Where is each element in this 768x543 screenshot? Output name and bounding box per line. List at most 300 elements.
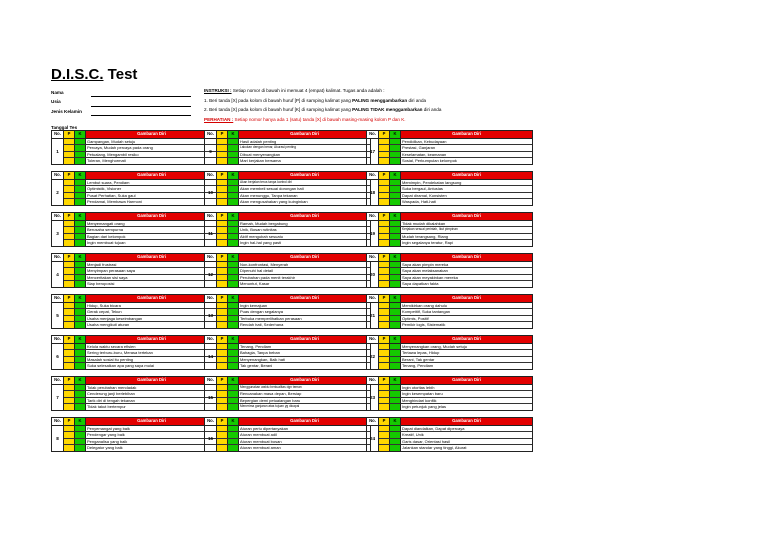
p-checkbox[interactable] <box>217 234 228 240</box>
k-checkbox[interactable] <box>228 262 239 268</box>
group-body <box>367 302 532 328</box>
title-main: D.I.S.C. <box>51 66 104 83</box>
p-checkbox[interactable] <box>379 363 390 369</box>
p-checkbox[interactable] <box>217 316 228 322</box>
p-checkbox[interactable] <box>64 363 75 369</box>
p-checkbox[interactable] <box>217 240 228 246</box>
p-checkbox[interactable] <box>217 303 228 309</box>
p-checkbox[interactable] <box>379 199 390 205</box>
p-checkbox[interactable] <box>379 303 390 309</box>
statement-text: Memikirkan orang dahulu <box>402 302 447 308</box>
group-header <box>52 213 217 220</box>
p-checkbox[interactable] <box>217 357 228 363</box>
k-checkbox[interactable] <box>228 357 239 363</box>
p-checkbox[interactable] <box>217 426 228 432</box>
group-header <box>205 213 370 220</box>
k-checkbox[interactable] <box>390 152 401 158</box>
p-checkbox[interactable] <box>64 158 75 164</box>
p-checkbox[interactable] <box>379 391 390 397</box>
p-checkbox[interactable] <box>217 158 228 164</box>
k-checkbox[interactable] <box>75 275 86 281</box>
statement-text: Akan membeli sesuai dorongan hati <box>240 186 304 192</box>
k-checkbox[interactable] <box>390 344 401 350</box>
k-checkbox[interactable] <box>390 385 401 391</box>
k-checkbox[interactable] <box>228 227 239 233</box>
k-checkbox[interactable] <box>228 426 239 432</box>
p-checkbox[interactable] <box>217 439 228 445</box>
k-checkbox[interactable] <box>228 139 239 145</box>
group-body <box>205 220 370 246</box>
group-rows <box>64 385 217 410</box>
header-k: K <box>228 418 239 425</box>
k-checkbox[interactable] <box>390 199 401 205</box>
p-checkbox[interactable] <box>379 385 390 391</box>
statement-text: Mari kerjakan bersama <box>240 158 281 164</box>
header-k: K <box>390 131 401 138</box>
p-checkbox[interactable] <box>64 227 75 233</box>
statement-text: Saya dapatkan fakta <box>402 281 439 287</box>
p-checkbox[interactable] <box>217 344 228 350</box>
statement-row <box>64 445 217 451</box>
k-checkbox[interactable] <box>228 344 239 350</box>
p-checkbox[interactable] <box>379 404 390 410</box>
k-checkbox[interactable] <box>390 262 401 268</box>
header-no: No. <box>367 254 379 261</box>
k-checkbox[interactable] <box>390 180 401 186</box>
k-checkbox[interactable] <box>75 322 86 328</box>
k-checkbox[interactable] <box>75 316 86 322</box>
header-k: K <box>75 254 86 261</box>
p-checkbox[interactable] <box>379 316 390 322</box>
statement-row <box>217 322 370 328</box>
p-checkbox[interactable] <box>64 322 75 328</box>
p-checkbox[interactable] <box>64 316 75 322</box>
k-checkbox[interactable] <box>75 363 86 369</box>
group-body <box>205 302 370 328</box>
p-checkbox[interactable] <box>379 227 390 233</box>
p-checkbox[interactable] <box>217 262 228 268</box>
p-checkbox[interactable] <box>64 139 75 145</box>
p-checkbox[interactable] <box>379 275 390 281</box>
k-checkbox[interactable] <box>75 439 86 445</box>
p-checkbox[interactable] <box>217 227 228 233</box>
header-p: P <box>379 172 390 179</box>
field-age[interactable] <box>51 98 201 107</box>
p-checkbox[interactable] <box>379 240 390 246</box>
p-checkbox[interactable] <box>379 426 390 432</box>
k-checkbox[interactable] <box>390 221 401 227</box>
header-p: P <box>379 254 390 261</box>
p-checkbox[interactable] <box>64 193 75 199</box>
k-checkbox[interactable] <box>228 268 239 274</box>
k-checkbox[interactable] <box>228 180 239 186</box>
group-body <box>52 302 217 328</box>
header-gambaran: Gambaran Diri <box>86 336 217 343</box>
p-checkbox[interactable] <box>64 445 75 451</box>
p-checkbox[interactable] <box>379 262 390 268</box>
statement-text: Sosial, Perkumpulan kelompok <box>402 158 457 164</box>
p-checkbox[interactable] <box>64 281 75 287</box>
statement-row <box>64 240 217 246</box>
k-checkbox[interactable] <box>228 350 239 356</box>
k-checkbox[interactable] <box>390 240 401 246</box>
k-checkbox[interactable] <box>228 363 239 369</box>
p-checkbox[interactable] <box>217 193 228 199</box>
statement-text: Menjadi frustrasi <box>87 261 117 267</box>
p-checkbox[interactable] <box>64 234 75 240</box>
p-checkbox[interactable] <box>64 344 75 350</box>
p-checkbox[interactable] <box>217 350 228 356</box>
k-checkbox[interactable] <box>75 303 86 309</box>
instructions-tag: INSTRUKSI : <box>204 88 232 93</box>
header-no: No. <box>52 336 64 343</box>
k-checkbox[interactable] <box>390 275 401 281</box>
k-checkbox[interactable] <box>75 186 86 192</box>
p-checkbox[interactable] <box>379 158 390 164</box>
statement-text: Perubahan pada menit terakhir <box>240 274 295 280</box>
header-gambaran: Gambaran Diri <box>401 418 532 425</box>
instructions-line-1-post: diri anda <box>407 97 427 103</box>
group-rows <box>217 385 370 410</box>
p-checkbox[interactable] <box>217 180 228 186</box>
k-checkbox[interactable] <box>228 316 239 322</box>
p-checkbox[interactable] <box>217 268 228 274</box>
k-checkbox[interactable] <box>75 404 86 410</box>
group-body <box>367 179 532 205</box>
p-checkbox[interactable] <box>64 398 75 404</box>
k-checkbox[interactable] <box>390 268 401 274</box>
group-header <box>367 418 532 425</box>
k-checkbox[interactable] <box>75 221 86 227</box>
p-checkbox[interactable] <box>64 391 75 397</box>
k-checkbox[interactable] <box>75 281 86 287</box>
p-checkbox[interactable] <box>64 309 75 315</box>
k-checkbox[interactable] <box>75 357 86 363</box>
p-checkbox[interactable] <box>217 322 228 328</box>
group-number: 13 <box>205 303 217 328</box>
p-checkbox[interactable] <box>217 398 228 404</box>
p-checkbox[interactable] <box>379 221 390 227</box>
group-rows <box>217 139 370 164</box>
k-checkbox[interactable] <box>228 432 239 438</box>
header-p: P <box>64 377 75 384</box>
question-group <box>51 171 218 206</box>
header-p: P <box>217 377 228 384</box>
k-checkbox[interactable] <box>390 404 401 410</box>
k-checkbox[interactable] <box>75 432 86 438</box>
statement-text: Berusaha sempurna <box>87 227 124 233</box>
group-number: 3 <box>52 221 64 246</box>
group-number: 16 <box>205 426 217 451</box>
statement-text: Terbuka memperlihatkan perasaan <box>240 315 302 321</box>
page-title <box>51 66 137 83</box>
k-checkbox[interactable] <box>228 309 239 315</box>
k-checkbox[interactable] <box>228 221 239 227</box>
statement-text: Tolak perubahan mendadak <box>87 384 137 390</box>
group-rows <box>64 221 217 246</box>
header-gambaran: Gambaran Diri <box>401 131 532 138</box>
group-body <box>52 384 217 410</box>
header-p: P <box>217 254 228 261</box>
k-checkbox[interactable] <box>228 391 239 397</box>
k-checkbox[interactable] <box>390 303 401 309</box>
k-checkbox[interactable] <box>390 139 401 145</box>
p-checkbox[interactable] <box>64 385 75 391</box>
p-checkbox[interactable] <box>379 357 390 363</box>
header-p: P <box>64 213 75 220</box>
group-rows <box>64 180 217 205</box>
k-checkbox[interactable] <box>75 145 86 151</box>
p-checkbox[interactable] <box>217 199 228 205</box>
header-k: K <box>75 295 86 302</box>
field-name[interactable] <box>51 89 201 98</box>
p-checkbox[interactable] <box>217 186 228 192</box>
p-checkbox[interactable] <box>64 357 75 363</box>
k-checkbox[interactable] <box>228 145 239 151</box>
p-checkbox[interactable] <box>64 303 75 309</box>
group-body <box>205 425 370 451</box>
p-checkbox[interactable] <box>64 145 75 151</box>
p-checkbox[interactable] <box>379 152 390 158</box>
group-header <box>52 377 217 384</box>
p-checkbox[interactable] <box>64 262 75 268</box>
k-checkbox[interactable] <box>228 193 239 199</box>
header-gambaran: Gambaran Diri <box>239 213 370 220</box>
k-checkbox[interactable] <box>390 391 401 397</box>
k-checkbox[interactable] <box>390 363 401 369</box>
k-checkbox[interactable] <box>75 152 86 158</box>
k-checkbox[interactable] <box>75 180 86 186</box>
k-checkbox[interactable] <box>390 227 401 233</box>
p-checkbox[interactable] <box>217 152 228 158</box>
question-group <box>366 335 533 370</box>
statement-text: Akan berjalan terus tanpa kontrol diri <box>240 179 292 184</box>
statement-text: Mudah terangsang, Riang <box>402 233 449 239</box>
p-checkbox[interactable] <box>217 391 228 397</box>
k-checkbox[interactable] <box>228 199 239 205</box>
group-body <box>52 179 217 205</box>
k-checkbox[interactable] <box>228 281 239 287</box>
k-checkbox[interactable] <box>228 186 239 192</box>
k-checkbox[interactable] <box>228 322 239 328</box>
statement-row <box>217 281 370 287</box>
group-number: 15 <box>205 385 217 410</box>
k-checkbox[interactable] <box>390 309 401 315</box>
group-rows <box>379 262 532 287</box>
statement-text: Lakukan dengan benar, Akurasi penting <box>240 145 297 150</box>
k-checkbox[interactable] <box>75 385 86 391</box>
p-checkbox[interactable] <box>379 445 390 451</box>
header-gambaran: Gambaran Diri <box>401 295 532 302</box>
p-checkbox[interactable] <box>379 145 390 151</box>
k-checkbox[interactable] <box>228 385 239 391</box>
p-checkbox[interactable] <box>217 281 228 287</box>
k-checkbox[interactable] <box>390 316 401 322</box>
group-body <box>52 425 217 451</box>
group-number: 9 <box>205 139 217 164</box>
p-checkbox[interactable] <box>379 193 390 199</box>
p-checkbox[interactable] <box>64 221 75 227</box>
header-p: P <box>217 336 228 343</box>
field-test-date-label: Tanggal Tes <box>51 125 78 131</box>
p-checkbox[interactable] <box>379 432 390 438</box>
p-checkbox[interactable] <box>217 445 228 451</box>
p-checkbox[interactable] <box>379 180 390 186</box>
group-number: 21 <box>367 303 379 328</box>
k-checkbox[interactable] <box>75 227 86 233</box>
k-checkbox[interactable] <box>390 432 401 438</box>
k-checkbox[interactable] <box>390 322 401 328</box>
k-checkbox[interactable] <box>390 439 401 445</box>
p-checkbox[interactable] <box>217 309 228 315</box>
k-checkbox[interactable] <box>75 268 86 274</box>
statement-text: Suka selesaikan apa yang saya mulai <box>87 363 154 369</box>
k-checkbox[interactable] <box>75 193 86 199</box>
header-gambaran: Gambaran Diri <box>239 131 370 138</box>
k-checkbox[interactable] <box>390 445 401 451</box>
header-p: P <box>217 131 228 138</box>
k-checkbox[interactable] <box>75 262 86 268</box>
header-no: No. <box>205 131 217 138</box>
p-checkbox[interactable] <box>379 268 390 274</box>
header-k: K <box>228 172 239 179</box>
k-checkbox[interactable] <box>228 234 239 240</box>
p-checkbox[interactable] <box>64 199 75 205</box>
group-header <box>367 213 532 220</box>
instructions <box>204 86 539 124</box>
group-header <box>205 254 370 261</box>
k-checkbox[interactable] <box>390 234 401 240</box>
k-checkbox[interactable] <box>75 344 86 350</box>
header-k: K <box>390 295 401 302</box>
k-checkbox[interactable] <box>390 350 401 356</box>
statement-text: Akan menunggu, Tanpa tekanan <box>240 192 298 198</box>
k-checkbox[interactable] <box>390 193 401 199</box>
p-checkbox[interactable] <box>379 281 390 287</box>
header-p: P <box>64 295 75 302</box>
header-k: K <box>228 131 239 138</box>
statement-text: Usaha menjaga keseimbangan <box>87 315 143 321</box>
k-checkbox[interactable] <box>75 398 86 404</box>
p-checkbox[interactable] <box>379 309 390 315</box>
p-checkbox[interactable] <box>64 275 75 281</box>
k-checkbox[interactable] <box>75 234 86 240</box>
k-checkbox[interactable] <box>228 152 239 158</box>
question-group <box>51 294 218 329</box>
k-checkbox[interactable] <box>390 398 401 404</box>
p-checkbox[interactable] <box>379 139 390 145</box>
group-body <box>52 261 217 287</box>
header-k: K <box>228 254 239 261</box>
p-checkbox[interactable] <box>217 275 228 281</box>
k-checkbox[interactable] <box>75 309 86 315</box>
p-checkbox[interactable] <box>217 363 228 369</box>
statement-row <box>379 322 532 328</box>
p-checkbox[interactable] <box>379 322 390 328</box>
p-checkbox[interactable] <box>379 439 390 445</box>
p-checkbox[interactable] <box>64 152 75 158</box>
p-checkbox[interactable] <box>64 350 75 356</box>
k-checkbox[interactable] <box>75 240 86 246</box>
p-checkbox[interactable] <box>217 404 228 410</box>
instructions-warning <box>204 115 539 125</box>
p-checkbox[interactable] <box>64 268 75 274</box>
group-header <box>52 131 217 138</box>
group-header <box>367 172 532 179</box>
p-checkbox[interactable] <box>64 240 75 246</box>
statement-row <box>64 404 217 410</box>
p-checkbox[interactable] <box>64 432 75 438</box>
group-body <box>367 261 532 287</box>
p-checkbox[interactable] <box>217 145 228 151</box>
k-checkbox[interactable] <box>75 199 86 205</box>
k-checkbox[interactable] <box>75 158 86 164</box>
p-checkbox[interactable] <box>379 344 390 350</box>
p-checkbox[interactable] <box>217 432 228 438</box>
k-checkbox[interactable] <box>390 281 401 287</box>
p-checkbox[interactable] <box>379 186 390 192</box>
k-checkbox[interactable] <box>228 439 239 445</box>
group-number: 18 <box>367 180 379 205</box>
p-checkbox[interactable] <box>64 426 75 432</box>
question-group <box>204 130 371 165</box>
header-no: No. <box>205 377 217 384</box>
k-checkbox[interactable] <box>75 139 86 145</box>
p-checkbox[interactable] <box>379 398 390 404</box>
field-gender[interactable] <box>51 108 201 117</box>
header-k: K <box>228 295 239 302</box>
statement-text: Suka bergaul, Antusias <box>402 186 443 192</box>
question-group <box>204 376 371 411</box>
k-checkbox[interactable] <box>75 350 86 356</box>
k-checkbox[interactable] <box>228 240 239 246</box>
k-checkbox[interactable] <box>228 158 239 164</box>
k-checkbox[interactable] <box>75 445 86 451</box>
p-checkbox[interactable] <box>379 234 390 240</box>
statement-text: Menerima ganjaran atas tujuan yg dicapai <box>240 404 300 409</box>
k-checkbox[interactable] <box>228 275 239 281</box>
k-checkbox[interactable] <box>75 426 86 432</box>
header-gambaran: Gambaran Diri <box>86 254 217 261</box>
k-checkbox[interactable] <box>390 426 401 432</box>
group-header <box>52 336 217 343</box>
k-checkbox[interactable] <box>390 357 401 363</box>
k-checkbox[interactable] <box>390 158 401 164</box>
p-checkbox[interactable] <box>217 139 228 145</box>
p-checkbox[interactable] <box>64 404 75 410</box>
group-header <box>205 131 370 138</box>
field-name-line <box>91 96 191 97</box>
p-checkbox[interactable] <box>64 439 75 445</box>
k-checkbox[interactable] <box>228 303 239 309</box>
header-k: K <box>75 213 86 220</box>
p-checkbox[interactable] <box>64 180 75 186</box>
p-checkbox[interactable] <box>64 186 75 192</box>
k-checkbox[interactable] <box>228 445 239 451</box>
statement-text: Tak gentar, Berani <box>240 363 273 369</box>
k-checkbox[interactable] <box>75 391 86 397</box>
header-no: No. <box>52 418 64 425</box>
p-checkbox[interactable] <box>217 385 228 391</box>
instructions-warning-text: Setiap nomor hanya ada 1 (satu) tanda [X] di bawah masing-masing kolom P dan K. <box>233 116 406 122</box>
k-checkbox[interactable] <box>228 404 239 410</box>
p-checkbox[interactable] <box>217 221 228 227</box>
k-checkbox[interactable] <box>390 186 401 192</box>
instructions-line-2-post: diri anda <box>422 107 442 113</box>
p-checkbox[interactable] <box>379 350 390 356</box>
k-checkbox[interactable] <box>228 398 239 404</box>
k-checkbox[interactable] <box>390 145 401 151</box>
